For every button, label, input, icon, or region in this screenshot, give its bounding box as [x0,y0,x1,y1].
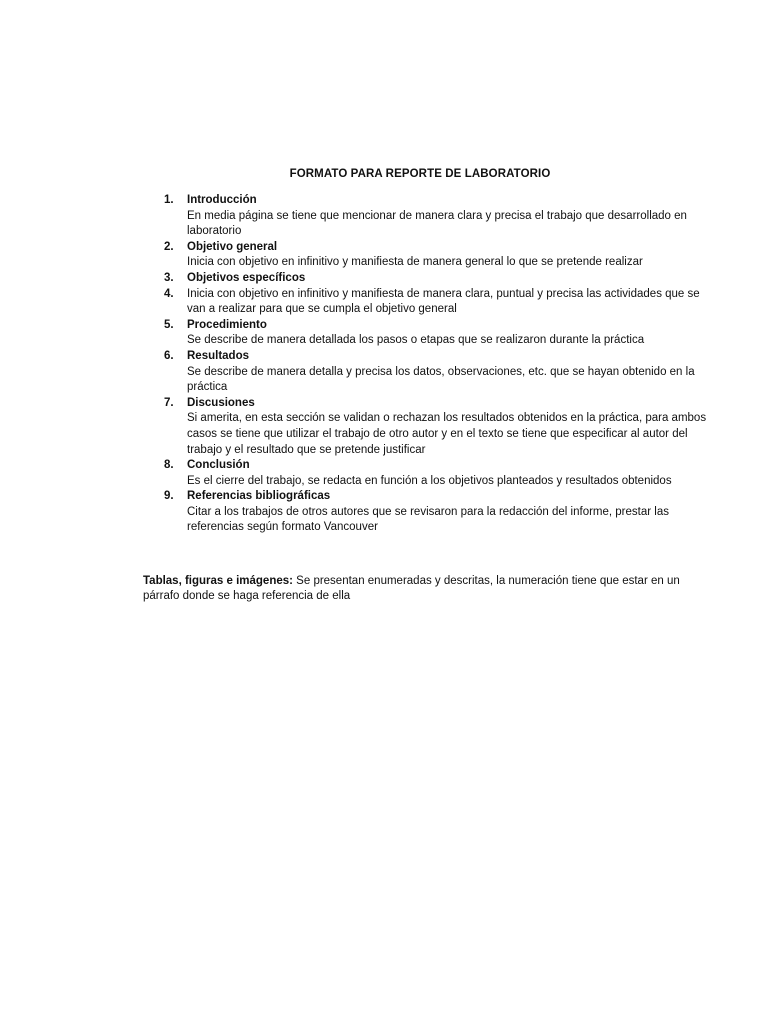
section-number: 5. [164,318,174,331]
section-number: 8. [164,459,174,472]
section-number: 2. [164,240,174,253]
section-description: Es el cierre del trabajo, se redacta en función a los objetivos planteados y resultados obtenidos [187,474,672,487]
section-number: 4. [164,287,174,300]
section-description: Se describe de manera detallada los pasos o etapas que se realizaron durante la práctica [187,334,645,347]
section-description: Citar a los trabajos de otros autores que se revisaron para la redacción del informe, prestar las referencias según formato Vancouver [187,505,669,534]
section-description: Si amerita, en esta sección se validan o rechazan los resultados obtenidos en la práctica, para ambos casos se tiene que utilizar el trabajo de otro autor y en el texto se tiene que especificar al autor del trabajo y el resultado que se pretende justificar [187,412,707,456]
list-item [160,489,720,536]
list-item [160,349,720,396]
tables-figures-note [143,574,703,605]
tables-figures-label: Tablas, figuras e imágenes: [143,574,293,587]
section-number: 3. [164,271,174,284]
list-item [160,318,720,349]
list-item [160,240,720,271]
section-heading: Resultados [187,349,249,362]
document-title: FORMATO PARA REPORTE DE LABORATORIO [289,168,551,180]
section-heading: Introducción [187,194,257,206]
list-item [160,458,720,489]
list-item [160,287,720,318]
section-heading: Objetivos específicos [187,271,306,284]
section-heading: Procedimiento [187,318,267,331]
tables-figures-text: Se presentan enumeradas y descritas, la numeración tiene que estar en un párrafo donde se haga referencia de ella [143,574,680,603]
section-list [160,193,720,536]
section-description: En media página se tiene que mencionar de manera clara y precisa el trabajo que desarrollado en laboratorio [187,209,687,238]
section-heading: Conclusión [187,459,250,472]
section-number: 6. [164,349,174,362]
section-number: 7. [164,396,174,409]
section-number: 1. [164,194,174,206]
section-description: Inicia con objetivo en infinitivo y manifiesta de manera general lo que se pretende realizar [187,256,643,269]
list-item [160,193,720,240]
section-description: Se describe de manera detalla y precisa los datos, observaciones, etc. que se hayan obtenido en la práctica [187,365,695,394]
section-heading: Referencias bibliográficas [187,490,331,503]
section-description: Inicia con objetivo en infinitivo y manifiesta de manera clara, puntual y precisa las actividades que se van a realizar para que se cumpla el objetivo general [187,287,700,316]
list-item [160,396,720,458]
list-item [160,271,720,287]
section-heading: Objetivo general [187,240,278,253]
section-heading: Discusiones [187,396,255,409]
section-number: 9. [164,490,174,503]
